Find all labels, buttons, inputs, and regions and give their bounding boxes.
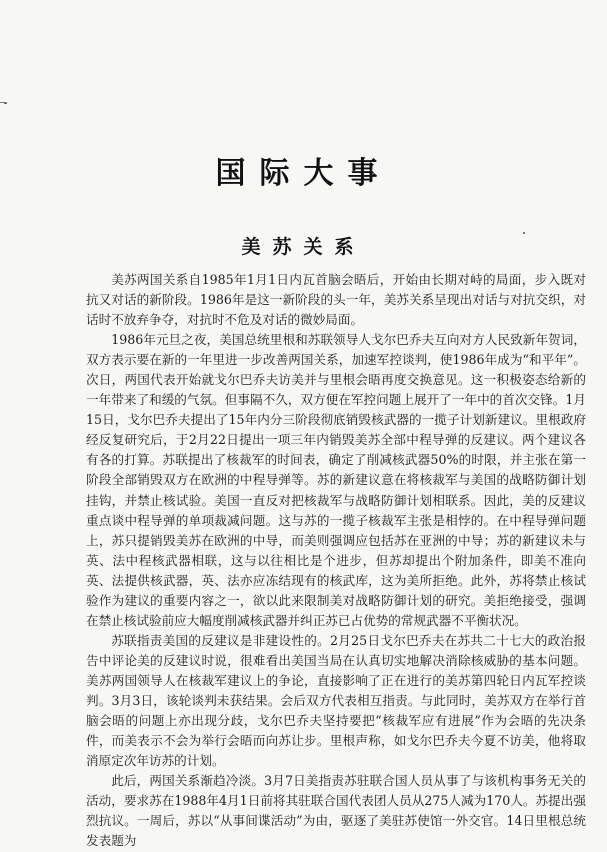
paragraph: 苏联指责美国的反建议是非建设性的。2月25日戈尔巴乔夫在苏共二十七大的政治报告中评论美的反建议时说，很难看出美国当局在认真切实地解决消除核威胁的基本问题。美苏两国领导人在核裁军建议上的争论，直接影响了正在进行的美苏第四轮日内瓦军控谈判。3月3日，该轮谈判未获结果。会后双方代表相互指责。与此同时，美苏双方在举行首脑会晤的问题上亦出现分歧，戈尔巴乔夫坚持要把“核裁军应有进展”作为会晤的先决条件，而美表示不会为举行会晤而向苏让步。里根声称，如戈尔巴乔夫今夏不访美，他将取消原定次年访苏的计划。 <box>86 632 586 769</box>
paragraph: 1986年元旦之夜，美国总统里根和苏联领导人戈尔巴乔夫互向对方人民致新年贺词，双方表示要在新的一年里进一步改善两国关系，加速军控谈判，使1986年成为“和平年”。次日，两国代表开始就戈尔巴乔夫访美并与里根会晤再度交换意见。这一积极姿态给新的一年带来了和缓的气氛。但事隔不久，双方便在军控问题上展开了一年中的首次交锋。1月15日，戈尔巴乔夫提出了15年内分三阶段彻底销毁核武器的一揽子计划新建议。里根政府经反复研究后，于2月22日提出一项三年内销毁美苏全部中程导弹的反建议。两个建议各有各的打算。苏联提出了核裁军的时间表，确定了削减核武器50%的时限，并主张在第一阶段全部销毁双方在欧洲的中程导弹等。苏的新建议意在将核裁军与美国的战略防御计划挂钩，并禁止核试验。美国一直反对把核裁军与战略防御计划相联系。因此，美的反建议重点谈中程导弹的单项裁减问题。这与苏的一揽子核裁军主张是相悖的。在中程导弹问题上，苏只提销毁美苏在欧洲的中导，而美则强调应包括苏在亚洲的中导；苏的新建议未与英、法中程核武器相联，这与以往相比是个进步，但苏却提出个附加条件，即美不准向英、法提供核武器，英、法亦应冻结现有的核武库，这为美所拒绝。此外，苏将禁止核试验作为建议的重要内容之一，欲以此来限制美对战略防御计划的研究。美拒绝接受，强调在禁止核试验前应大幅度削减核武器并纠正苏已占优势的常规武器不平衡状况。 <box>86 332 586 628</box>
section-title: 美苏关系 <box>241 236 366 258</box>
article-body <box>86 270 586 851</box>
paragraph: 此后，两国关系渐趋冷淡。3月7日美指责苏驻联合国人员从事了与该机构事务无关的活动，要求苏在1988年4月1日前将其驻联合国代表团人员从275人减为170人。苏提出强烈抗议。一周后，苏以“从事间谍活动”为由，驱逐了美驻苏使馆一外交官。14日里根总统发表题为 <box>86 773 586 849</box>
page-title: 国际大事 <box>215 156 392 191</box>
paragraph: 美苏两国关系自1985年1月1日内瓦首脑会晤后，开始由长期对峙的局面，步入既对抗又对话的新阶段。1986年是这一新阶段的头一年，美苏关系呈现出对话与对抗交织，对话时不放弃争夺，对抗时不危及对话的微妙局面。 <box>86 272 586 328</box>
scan-edge-mark <box>0 102 6 103</box>
